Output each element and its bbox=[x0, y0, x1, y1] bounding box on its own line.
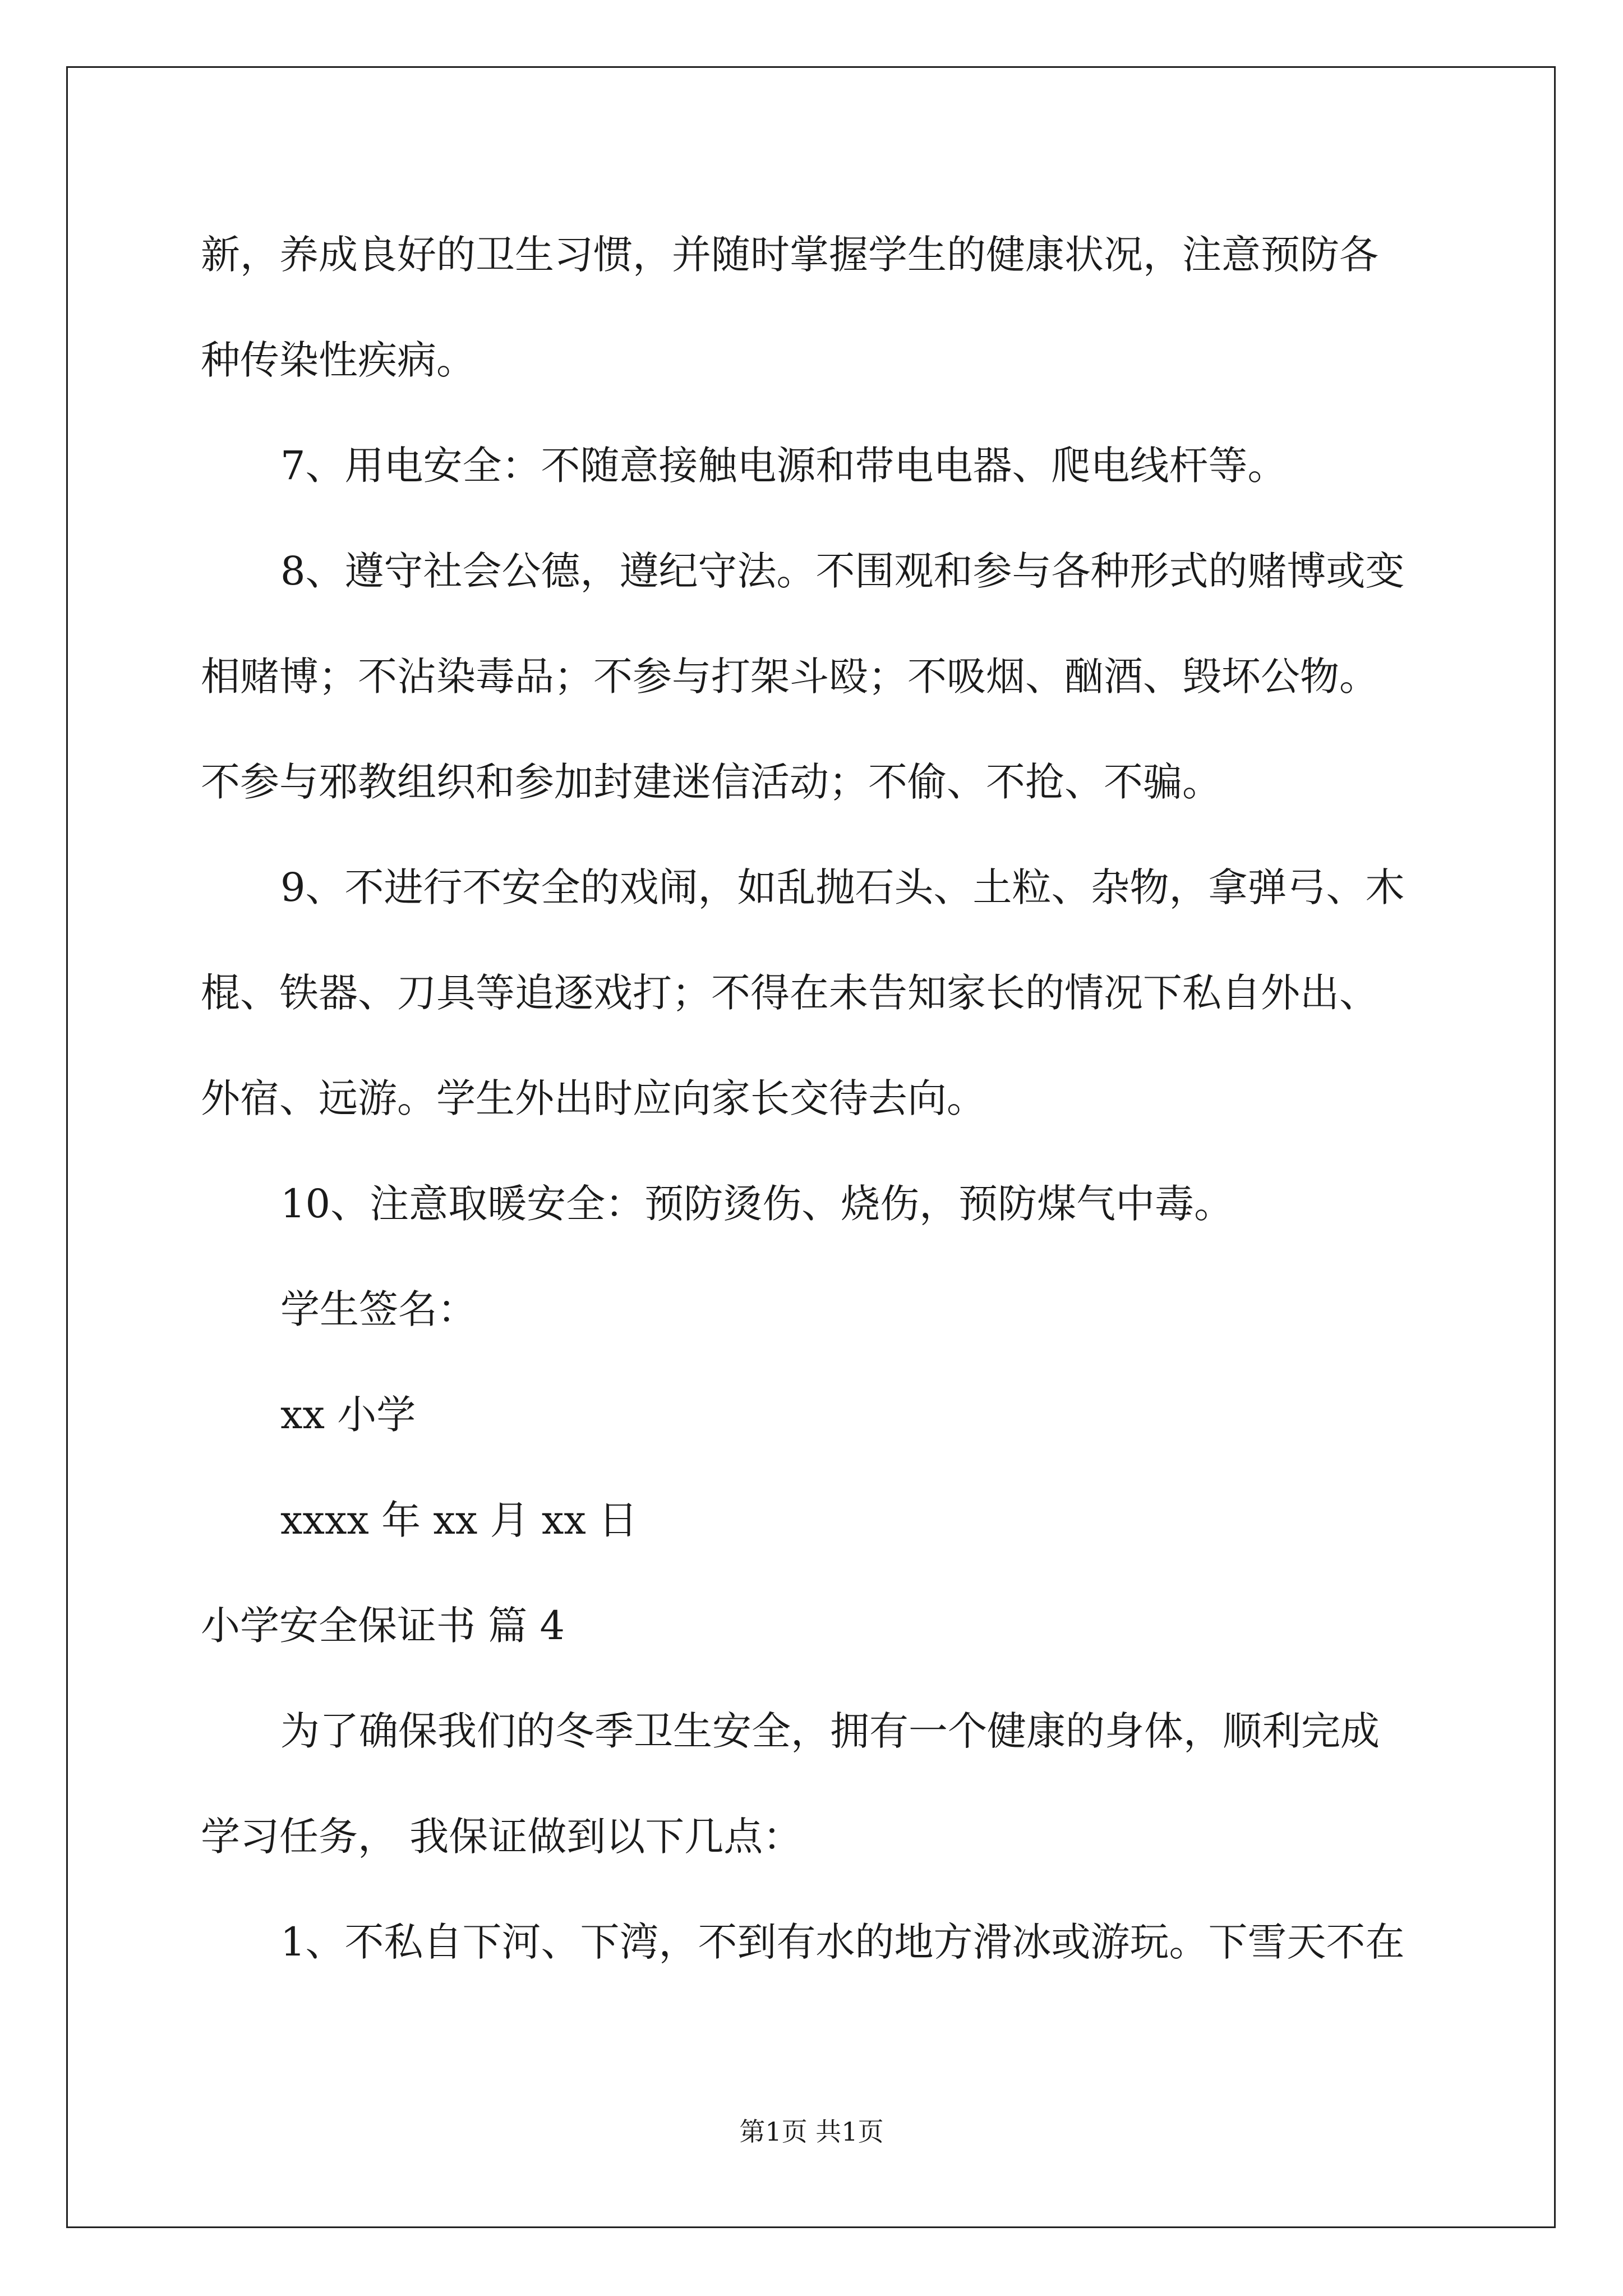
text-line: 不参与邪教组织和参加封建迷信活动；不偷、不抢、不骗。 bbox=[201, 759, 1221, 805]
document-body bbox=[201, 202, 1429, 1995]
text-line: 外宿、远游。学生外出时应向家长交待去向。 bbox=[201, 1075, 986, 1121]
text-line: 为了确保我们的冬季卫生安全，拥有一个健康的身体，顺利完成 bbox=[280, 1708, 1380, 1754]
signature-label: 学生签名： bbox=[280, 1286, 477, 1332]
date-line: xxxx 年 xx 月 xx 日 bbox=[280, 1497, 638, 1543]
text-line: 8、遵守社会公德，遵纪守法。不围观和参与各种形式的赌博或变 bbox=[280, 548, 1405, 594]
section-heading: 小学安全保证书 篇 4 bbox=[201, 1603, 565, 1649]
page-number: 第1页 共1页 bbox=[739, 2116, 884, 2147]
school-name: xx 小学 bbox=[280, 1392, 416, 1438]
text-line: 新，养成良好的卫生习惯，并随时掌握学生的健康状况，注意预防各 bbox=[201, 232, 1378, 278]
text-line: 7、用电安全：不随意接触电源和带电电器、爬电线杆等。 bbox=[280, 443, 1287, 489]
text-line: 1、不私自下河、下湾，不到有水的地方滑冰或游玩。下雪天不在 bbox=[280, 1919, 1405, 1965]
text-line: 相赌博；不沾染毒品；不参与打架斗殴；不吸烟、酗酒、毁坏公物。 bbox=[201, 654, 1378, 700]
text-line: 9、不进行不安全的戏闹，如乱抛石头、土粒、杂物，拿弹弓、木 bbox=[280, 864, 1405, 910]
text-line: 种传染性疾病。 bbox=[201, 337, 476, 383]
text-line: 10、注意取暖安全：预防烫伤、烧伤，预防煤气中毒。 bbox=[280, 1181, 1234, 1227]
text-line: 学习任务， 我保证做到以下几点： bbox=[201, 1814, 803, 1860]
text-line: 棍、铁器、刀具等追逐戏打；不得在未告知家长的情况下私自外出、 bbox=[201, 970, 1378, 1016]
